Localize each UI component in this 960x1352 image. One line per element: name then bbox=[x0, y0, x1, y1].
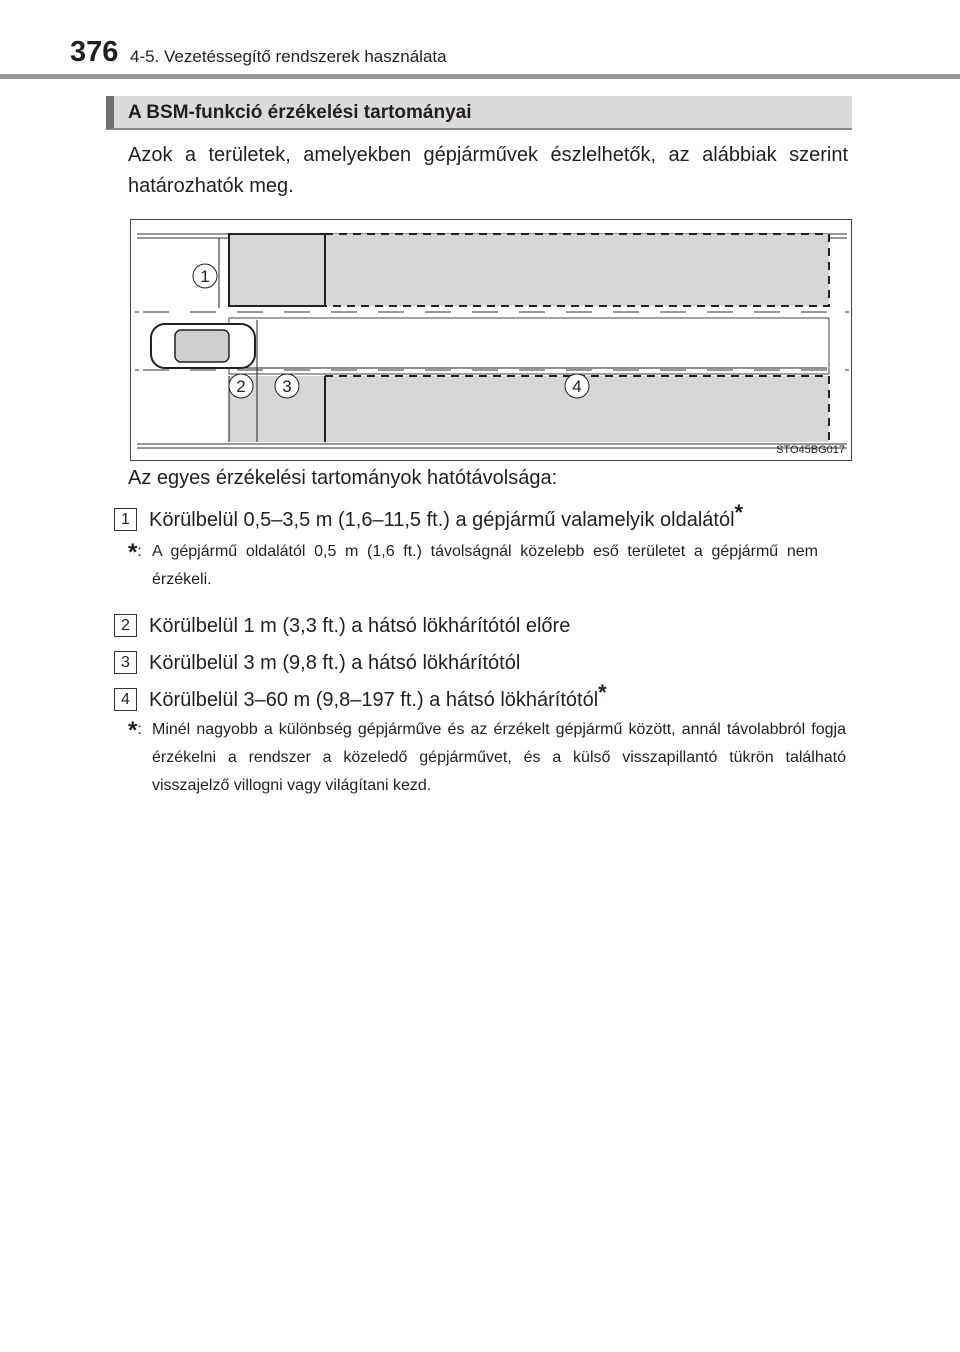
figure-code: STO45BG017 bbox=[776, 444, 845, 456]
ranges-lead: Az egyes érzékelési tartományok hatótávolsága: bbox=[128, 467, 558, 489]
section-title: A BSM-funkció érzékelési tartományai bbox=[128, 102, 472, 123]
range-item-4 bbox=[114, 680, 607, 712]
page-number: 376 bbox=[70, 36, 119, 68]
header-rule bbox=[0, 74, 960, 79]
footnote-mark: * bbox=[598, 680, 607, 705]
range-number: 3 bbox=[114, 651, 137, 674]
range-item-3 bbox=[114, 643, 520, 675]
range-item-1 bbox=[114, 500, 743, 532]
section-heading-bar bbox=[106, 96, 852, 130]
callout-2-label: 2 bbox=[236, 377, 246, 396]
footnote-mark: * bbox=[128, 539, 138, 566]
range-number: 1 bbox=[114, 508, 137, 531]
range-number: 2 bbox=[114, 614, 137, 637]
callout-3-label: 3 bbox=[282, 377, 292, 396]
intro-paragraph: Azok a területek, amelyekben gépjárművek észlelhetők, az alábbiak szerint határozhatók meg. bbox=[128, 144, 848, 197]
footnote-text: A gépjármű oldalától 0,5 m (1,6 ft.) távolságnál közelebb eső területet a gépjármű nem érzékeli. bbox=[152, 543, 818, 588]
footnote-text: Minél nagyobb a különbség gépjárműve és az érzékelt gépjármű között, annál távolabbról fogja érzékelni a rendszer a közeledő gépjárművet, és a külső visszapillantó tükrön található visszajelző villogni vagy világítani kezd. bbox=[152, 721, 846, 794]
range-text: Körülbelül 1 m (3,3 ft.) a hátsó lökhárítótól előre bbox=[149, 615, 571, 637]
road-diagram bbox=[131, 220, 853, 462]
chapter-title: 4-5. Vezetéssegítő rendszerek használata bbox=[130, 47, 447, 66]
range-item-2 bbox=[114, 606, 570, 638]
callout-1-label: 1 bbox=[200, 267, 210, 286]
footnote-mark: * bbox=[128, 717, 138, 744]
footnote-2: *: Minél nagyobb a különbség gépjárműve és az érzékelt gépjármű között, annál távolabbról fogja érzékelni a rendszer a közeledő gépjárművet, és a külső visszapillantó tükrön található visszajelző villogni vagy világítani kezd. bbox=[128, 716, 846, 800]
range-text: Körülbelül 3–60 m (9,8–197 ft.) a hátsó lökhárítótól bbox=[149, 689, 599, 711]
footnote-mark: * bbox=[734, 500, 744, 525]
range-text: Körülbelül 0,5–3,5 m (1,6–11,5 ft.) a gépjármű valamelyik oldalától bbox=[149, 509, 735, 531]
range-number: 4 bbox=[114, 688, 137, 711]
car-icon bbox=[151, 324, 255, 368]
callout-4-label: 4 bbox=[572, 377, 582, 396]
footnote-1: *: A gépjármű oldalától 0,5 m (1,6 ft.) távolságnál közelebb eső területet a gépjármű nem érzékeli. bbox=[128, 538, 818, 594]
bsm-detection-figure bbox=[130, 219, 852, 461]
range-text: Körülbelül 3 m (9,8 ft.) a hátsó lökhárítótól bbox=[149, 652, 521, 674]
